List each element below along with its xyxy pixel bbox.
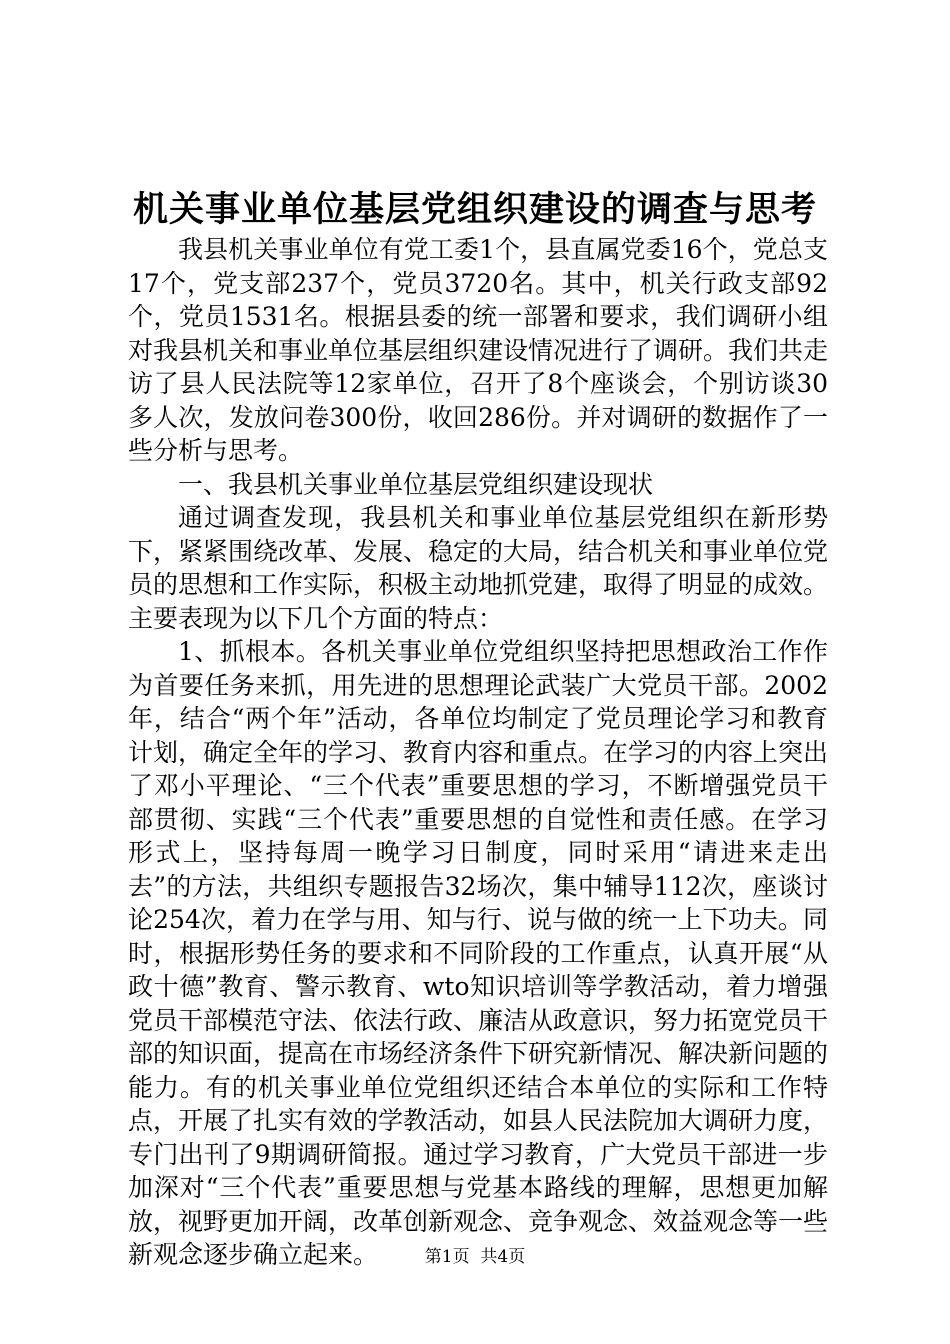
document-body <box>128 233 828 1272</box>
paragraph-findings: 通过调查发现，我县机关和事业单位基层党组织在新形势下，紧紧围绕改革、发展、稳定的大局，结合机关和事业单位党员的思想和工作实际，积极主动地抓党建，取得了明显的成效。主要表现为以下几个方面的特点： <box>128 503 829 633</box>
section-heading: 一、我县机关事业单位基层党组织建设现状 <box>178 469 654 499</box>
paragraph-point-1: 1、抓根本。各机关事业单位党组织坚持把思想政治工作作为首要任务来抓，用先进的思想理论武装广大党员干部。2002年，结合“两个年”活动，各单位均制定了党员理论学习和教育计划，确定全年的学习、教育内容和重点。在学习的内容上突出了邓小平理论、“三个代表”重要思想的学习，不断增强党员干部贯彻、实践“三个代表”重要思想的自觉性和责任感。在学习形式上，坚持每周一晚学习日制度，同时采用“请进来走出去”的方法，共组织专题报告32场次，集中辅导112次，座谈讨论254次，着力在学与用、知与行、说与做的统一上下功夫。同时，根据形势任务的要求和不同阶段的工作重点，认真开展“从政十德”教育、警示教育、wto知识培训等学教活动，着力增强党员干部模范守法、依法行政、廉洁从政意识，努力拓宽党员干部的知识面，提高在市场经济条件下研究新情况、解决新问题的能力。有的机关事业单位党组织还结合本单位的实际和工作特点，开展了扎实有效的学教活动，如县人民法院加大调研力度，专门出刊了9期调研简报。通过学习教育，广大党员干部进一步加深对“三个代表”重要思想与党基本路线的理解，思想更加解放，视野更加开阔，改革创新观念、竞争观念、效益观念等一些新观念逐步确立起来。 <box>128 637 829 1269</box>
document-title: 机关事业单位基层党组织建设的调查与思考 <box>132 189 817 230</box>
footer-separator <box>470 1247 481 1267</box>
paragraph-intro: 我县机关事业单位有党工委1个，县直属党委16个，党总支17个，党支部237个，党员3720名。其中，机关行政支部92个，党员1531名。根据县委的统一部署和要求，我们调研小组对我县机关和事业单位基层组织建设情况进行了调研。我们共走访了县人民法院等12家单位，召开了8个座谈会，个别访谈30多人次，发放问卷300份，收回286份。并对调研的数据作了一些分析与思考。 <box>128 235 829 465</box>
page-total: 共4页 <box>480 1247 526 1267</box>
page-number: 第1页 <box>424 1247 470 1267</box>
page-footer <box>0 1245 950 1269</box>
